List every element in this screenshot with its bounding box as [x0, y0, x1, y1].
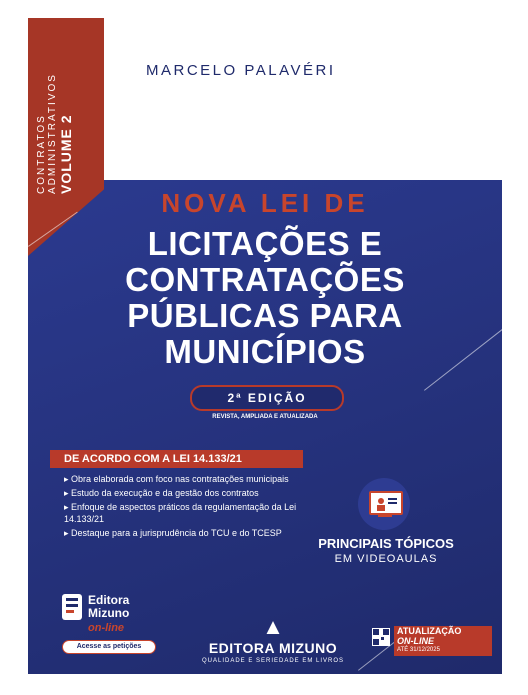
title-prefix: NOVA LEI DE	[161, 188, 369, 218]
presenter-icon	[371, 493, 401, 513]
title-line: PÚBLICAS PARA	[127, 297, 403, 334]
logo-name	[88, 594, 129, 620]
qr-code-icon	[372, 628, 390, 646]
publisher-logo	[178, 616, 368, 664]
logo-name-line-1: Editora	[88, 593, 130, 607]
edition-badge: 2ª EDIÇÃO	[190, 385, 344, 411]
online-update-badge	[372, 624, 494, 664]
list-item: ▸ Enfoque de aspectos práticos da regulamentação da Lei 14.133/21	[64, 502, 297, 524]
editora-mizuno-online-logo	[62, 594, 162, 664]
author-name: MARCELO PALAVÉRI	[146, 62, 336, 79]
flame-icon: ▲	[262, 614, 284, 639]
list-item: ▸ Obra elaborada com foco nas contratações municipais	[64, 474, 289, 484]
book-icon	[62, 594, 82, 620]
update-line-3: ATÉ 31/12/2025	[397, 647, 440, 653]
topics-subtitle: EM VIDEOAULAS	[334, 553, 438, 565]
series-line-1: CONTRATOS	[36, 114, 47, 194]
publisher-slogan: QUALIDADE E SERIEDADE EM LIVROS	[201, 658, 345, 664]
update-label	[394, 626, 492, 656]
list-item: ▸ Destaque para a jurisprudência do TCU e do TCESP	[64, 528, 282, 538]
access-petitions-button[interactable]: Acesse as petições	[62, 640, 156, 654]
monitor-stand	[378, 514, 392, 517]
title-line: LICITAÇÕES E	[147, 225, 383, 262]
feature-list	[64, 473, 314, 541]
logo-online: on-line	[88, 622, 125, 634]
logo-mark-icon	[62, 594, 82, 620]
update-line-1: ATUALIZAÇÃO	[397, 626, 462, 636]
series-label	[36, 24, 74, 194]
book-cover	[28, 18, 502, 674]
title-line: MUNICÍPIOS	[164, 333, 366, 370]
bullet-text: Destaque para a jurisprudência do TCU e do TCESP	[71, 528, 282, 538]
topics-title: PRINCIPAIS TÓPICOS	[318, 536, 454, 551]
title-line: CONTRATAÇÕES	[125, 261, 405, 298]
bullet-text: Obra elaborada com foco nas contratações municipais	[71, 474, 289, 484]
volume-label: VOLUME 2	[58, 114, 74, 194]
monitor-icon	[369, 491, 403, 515]
update-line-2: ON-LINE	[397, 636, 434, 646]
bullet-text: Enfoque de aspectos práticos da regulamentação da Lei 14.133/21	[64, 502, 297, 524]
bullet-text: Estudo da execução e da gestão dos contratos	[71, 488, 259, 498]
law-banner: DE ACORDO COM A LEI 14.133/21	[50, 450, 303, 468]
edition-note: REVISTA, AMPLIADA E ATUALIZADA	[212, 414, 318, 420]
series-line-2: ADMINISTRATIVOS	[47, 73, 58, 194]
publisher-name: EDITORA MIZUNO	[208, 640, 338, 656]
logo-name-line-2: Mizuno	[88, 606, 130, 620]
list-item: ▸ Estudo da execução e da gestão dos contratos	[64, 488, 259, 498]
